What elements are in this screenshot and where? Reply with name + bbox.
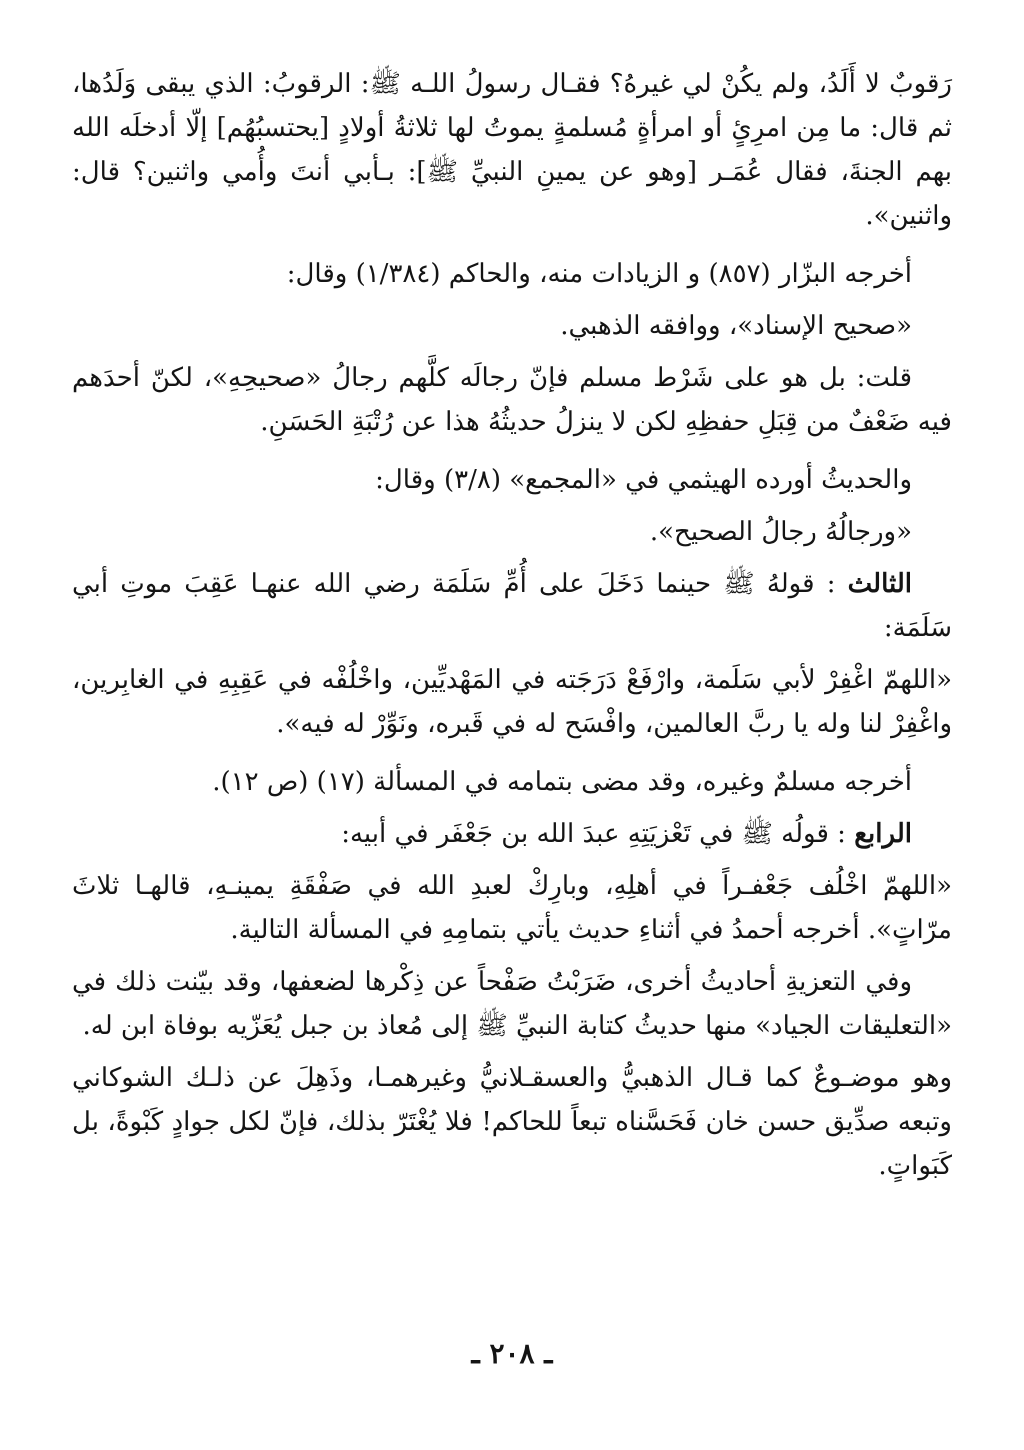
- fourth-section-paragraph: الرابع : قولُه ﷺ في تَعْزيَتِهِ عبدَ الله بن جَعْفَر في أبيه:: [341, 819, 912, 849]
- source-muslim-paragraph: أخرجه مسلمٌ وغيره، وقد مضى بتمامه في المسألة (١٧) (ص ١٢).: [212, 767, 912, 797]
- dua-jafar: «اللهمّ اخْلُف جَعْفـراً في أهلِهِ، وبارِكْ لعبدِ الله في صَفْقَةِ يمينـهِ، قالهـا ثلاثَ مرّاتٍ». أخرجه أحمدُ في أثناءِ حديث يأتي بتمامِهِ في المسألة التالية.: [72, 871, 952, 945]
- other-hadiths-paragraph: وفي التعزيةِ أحاديثُ أخرى، ضَرَبْتُ صَفْحاً عن ذِكْرها لضعفها، وقد بيّنت ذلك في «التعليقات الجياد» منها حديثُ كتابة النبيِّ ﷺ إلى مُعاذ بن جبل يُعَزّيه بوفاة ابن له.: [72, 967, 952, 1041]
- quote-sahih-isnad: «صحيح الإسناد»، ووافقه الذهبي.: [560, 311, 912, 341]
- quote-rijal-sahih: «ورجالُهُ رجالُ الصحيح».: [649, 517, 912, 547]
- dua-abu-salama: «اللهمّ اغْفِرْ لأبي سَلَمة، وارْفَعْ دَرَجَته في المَهْديِّين، واخْلُفْه في عَقِبِهِ في الغابِرين، واغْفِرْ لنا وله يا ربَّ العالمين، وافْسَح له في قَبره، ونَوِّرْ له فيه».: [72, 665, 952, 739]
- page-body: [72, 62, 952, 1188]
- fourth-section-text: قولُه ﷺ في تَعْزيَتِهِ عبدَ الله بن جَعْفَر في أبيه:: [341, 819, 829, 849]
- third-label: الثالث: [847, 569, 912, 599]
- comment-paragraph: قلت: بل هو على شَرْط مسلم فإنّ رجالَه كلَّهم رجالُ «صحيحِهِ»، لكنّ أحدَهم فيه ضَعْفٌ من قِبَلِ حفظِهِ لكن لا ينزلُ حديثُهُ هذا عن رُتْبَةِ الحَسَنِ.: [72, 363, 952, 437]
- third-section-paragraph: الثالث : قولهُ ﷺ حينما دَخَلَ على أُمِّ سَلَمَة رضي الله عنهـا عَقِبَ موتِ أبي سَلَمَة:: [72, 569, 952, 643]
- source-bazzar-paragraph: أخرجه البزّار (٨٥٧) و الزيادات منه، والحاكم (١/٣٨٤) وقال:: [286, 259, 912, 289]
- fourth-label: الرابع: [854, 819, 912, 849]
- haythami-paragraph: والحديثُ أورده الهيثمي في «المجمع» (٣/٨) وقال:: [375, 465, 912, 495]
- mawdu-paragraph: وهو موضـوعٌ كما قـال الذهبيُّ والعسقـلانيُّ وغيرهمـا، وذَهِلَ عن ذلـك الشوكاني وتبعه صدِّيق حسن خان فَحَسَّناه تبعاً للحاكم! فلا يُغْتَرّ بذلك، فإنّ لكل جوادٍ كَبْوةً، بل كَبَواتٍ.: [72, 1063, 952, 1181]
- hadith-text-paragraph: رَقوبٌ لا أَلَدُ، ولم يكُنْ لي غيرهُ؟ فقـال رسولُ اللـه ﷺ: الرقوبُ: الذي يبقى وَلَدُها، ثم قال: ما مِن امرِئٍ أو امرأةٍ مُسلمةٍ يموتُ لها ثلاثةُ أولادٍ [يحتسبُهُم] إلّا أدخلَه الله بهم الجنةَ، فقال عُمَـر [وهو عن يمينِ النبيِّ ﷺ]: بـأبي أنتَ وأُمي واثنين؟ قال: واثنين».: [72, 69, 952, 231]
- third-section-text: قولهُ ﷺ حينما دَخَلَ على أُمِّ سَلَمَة رضي الله عنهـا عَقِبَ موتِ أبي سَلَمَة:: [72, 569, 952, 643]
- page-number: ـ ٢٠٨ ـ: [471, 1337, 553, 1370]
